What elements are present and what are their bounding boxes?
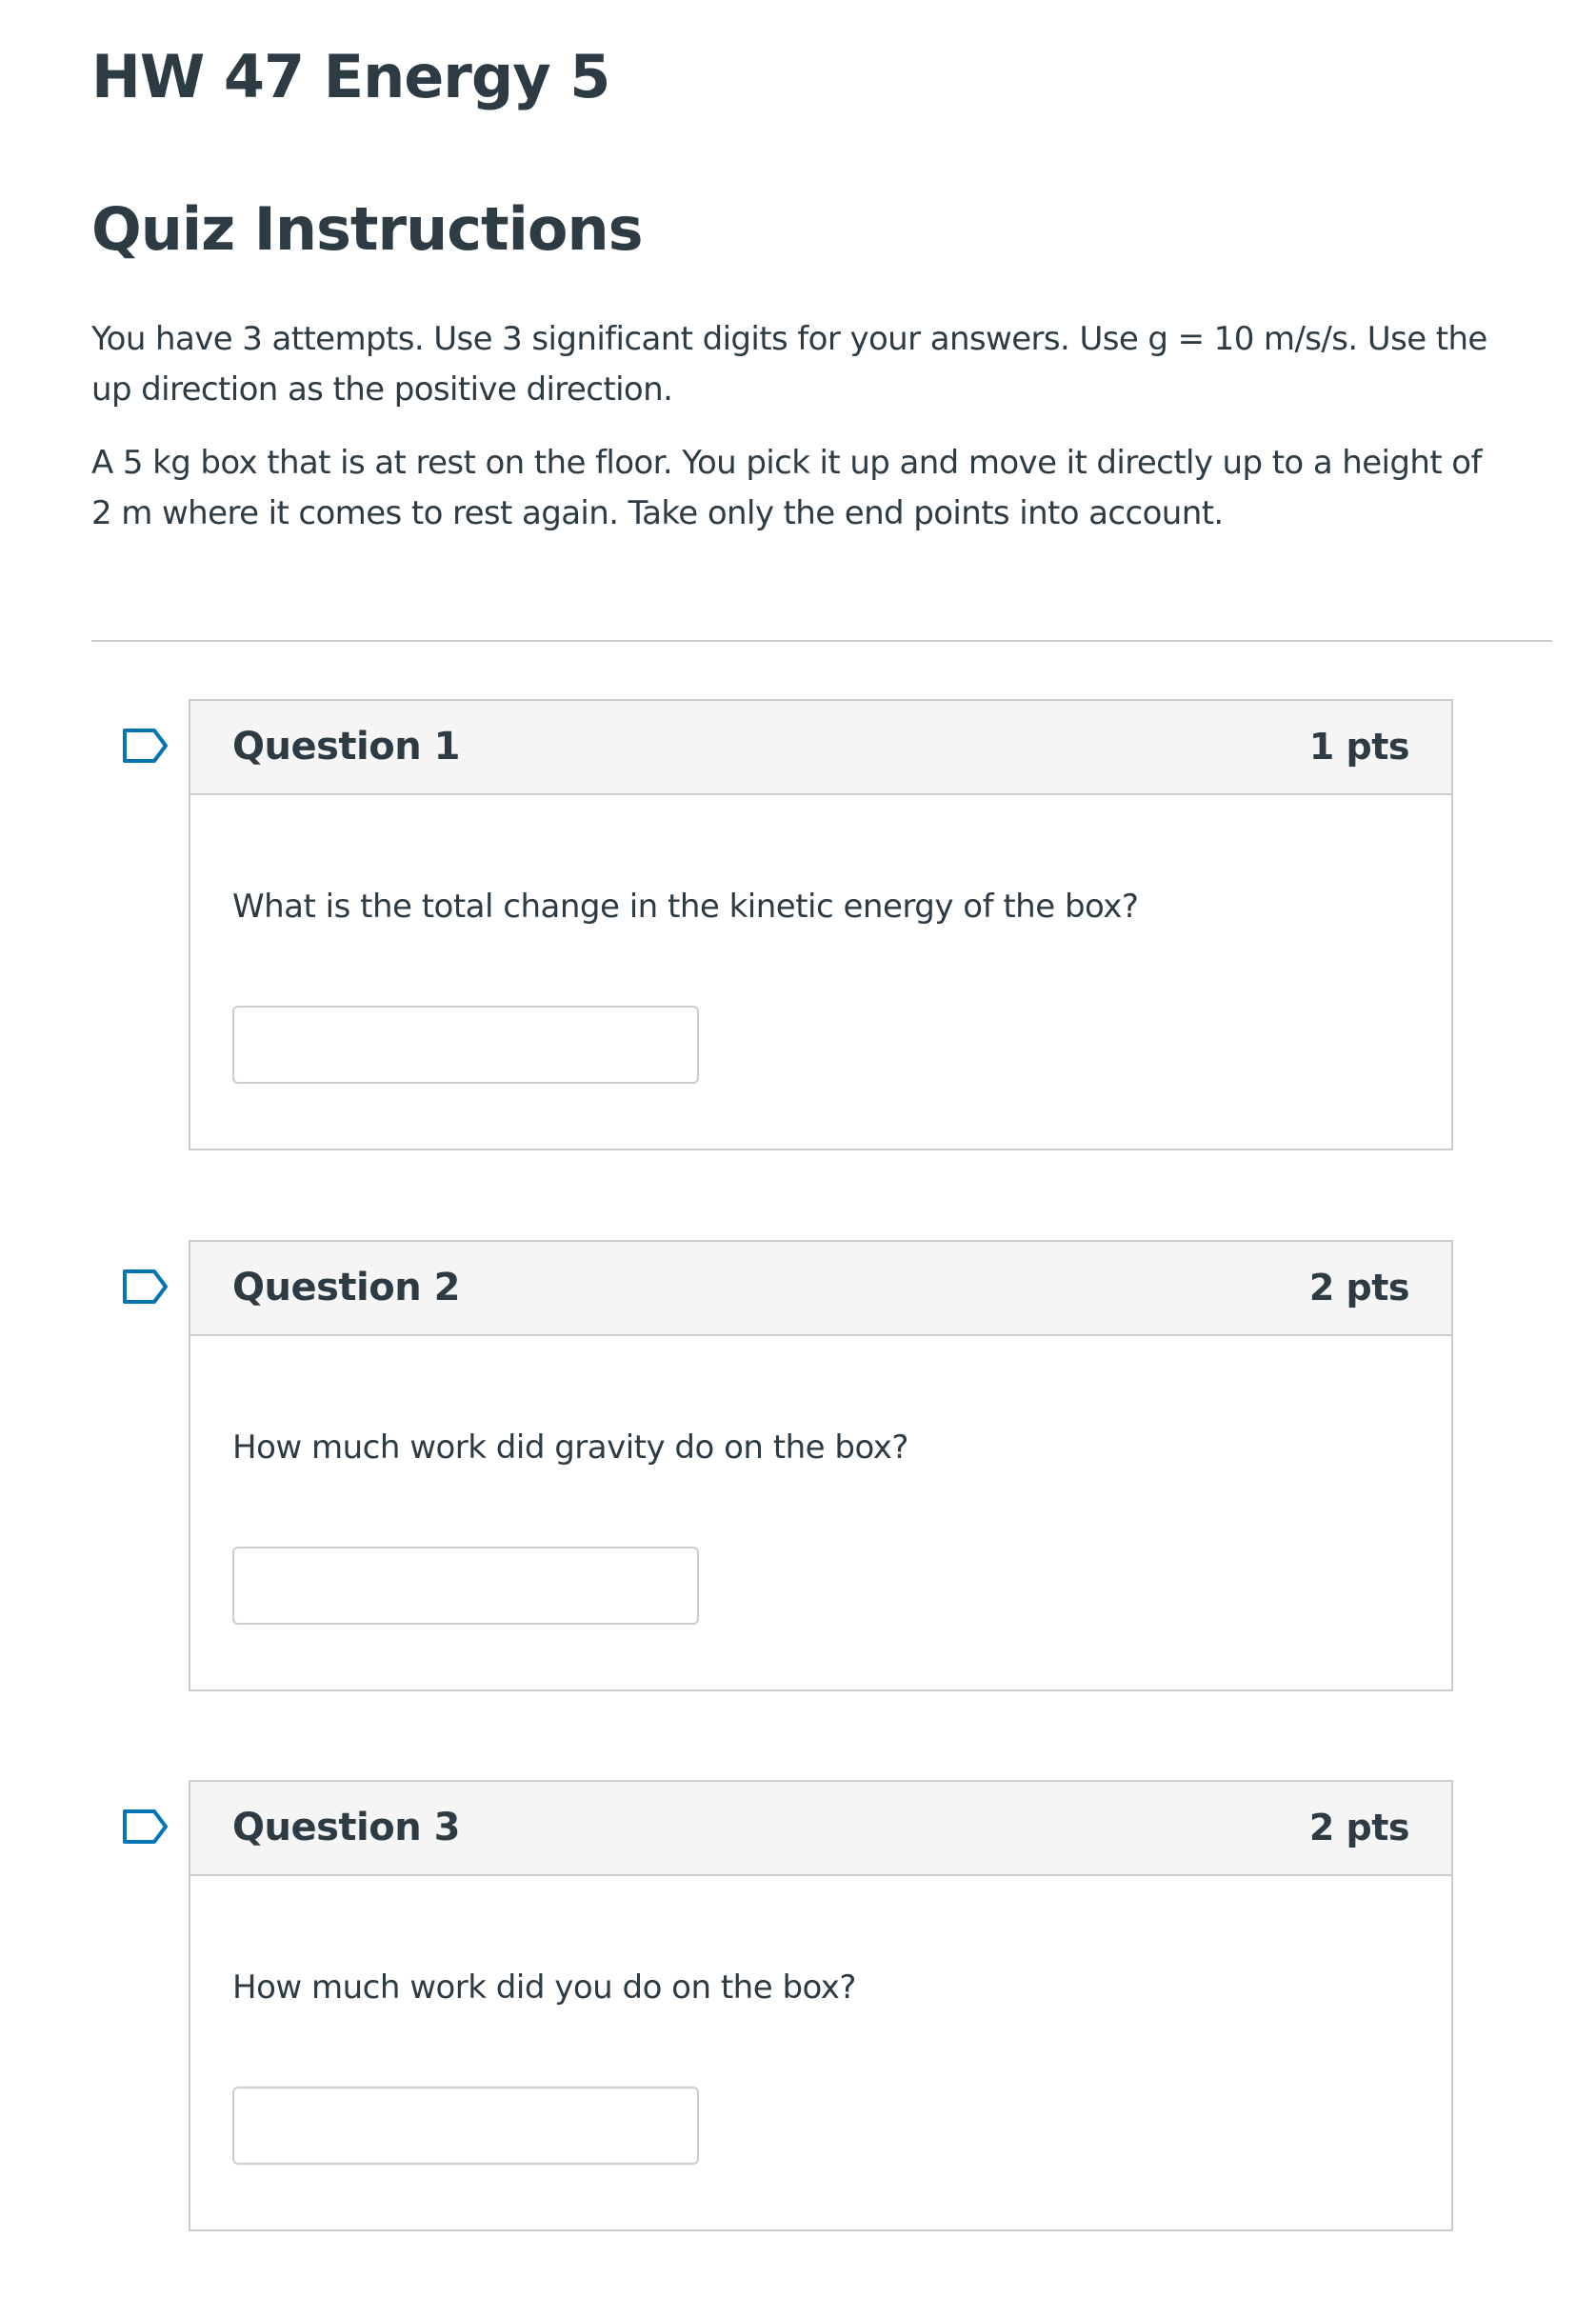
question-points: 2 pts [1308, 1267, 1409, 1309]
question-header [190, 701, 1451, 795]
question-name: Question 3 [232, 1806, 460, 1849]
question-card-3 [189, 1780, 1453, 2231]
instructions-paragraph-attempts: You have 3 attempts. Use 3 significant digits for your answers. Use g = 10 m/s/s. Use the up direction as the positive direction. [91, 320, 1487, 409]
question-name: Question 2 [232, 1266, 460, 1309]
instructions-paragraph-problem: A 5 kg box that is at rest on the floor. You pick it up and move it directly up to a height of 2 m where it comes to rest again. Take only the end points into account. [91, 444, 1482, 532]
flag-question-2-icon[interactable] [122, 1269, 170, 1305]
section-divider [91, 640, 1552, 642]
page-title: HW 47 Energy 5 [91, 42, 610, 111]
answer-input-question-1[interactable] [232, 1006, 699, 1084]
flag-question-1-icon[interactable] [122, 728, 170, 764]
question-text: What is the total change in the kinetic energy of the box? [232, 888, 1139, 926]
answer-input-question-3[interactable] [232, 2087, 699, 2165]
question-text: How much work did you do on the box? [232, 1968, 856, 2007]
question-header [190, 1242, 1451, 1336]
question-text: How much work did gravity do on the box? [232, 1429, 908, 1467]
answer-input-question-2[interactable] [232, 1547, 699, 1625]
question-card-1 [189, 699, 1453, 1150]
question-points: 1 pts [1308, 726, 1409, 768]
question-points: 2 pts [1308, 1807, 1409, 1848]
question-name: Question 1 [232, 725, 460, 769]
flag-question-3-icon[interactable] [122, 1808, 170, 1845]
quiz-instructions-heading: Quiz Instructions [91, 194, 643, 264]
question-card-2 [189, 1240, 1453, 1691]
question-header [190, 1782, 1451, 1876]
